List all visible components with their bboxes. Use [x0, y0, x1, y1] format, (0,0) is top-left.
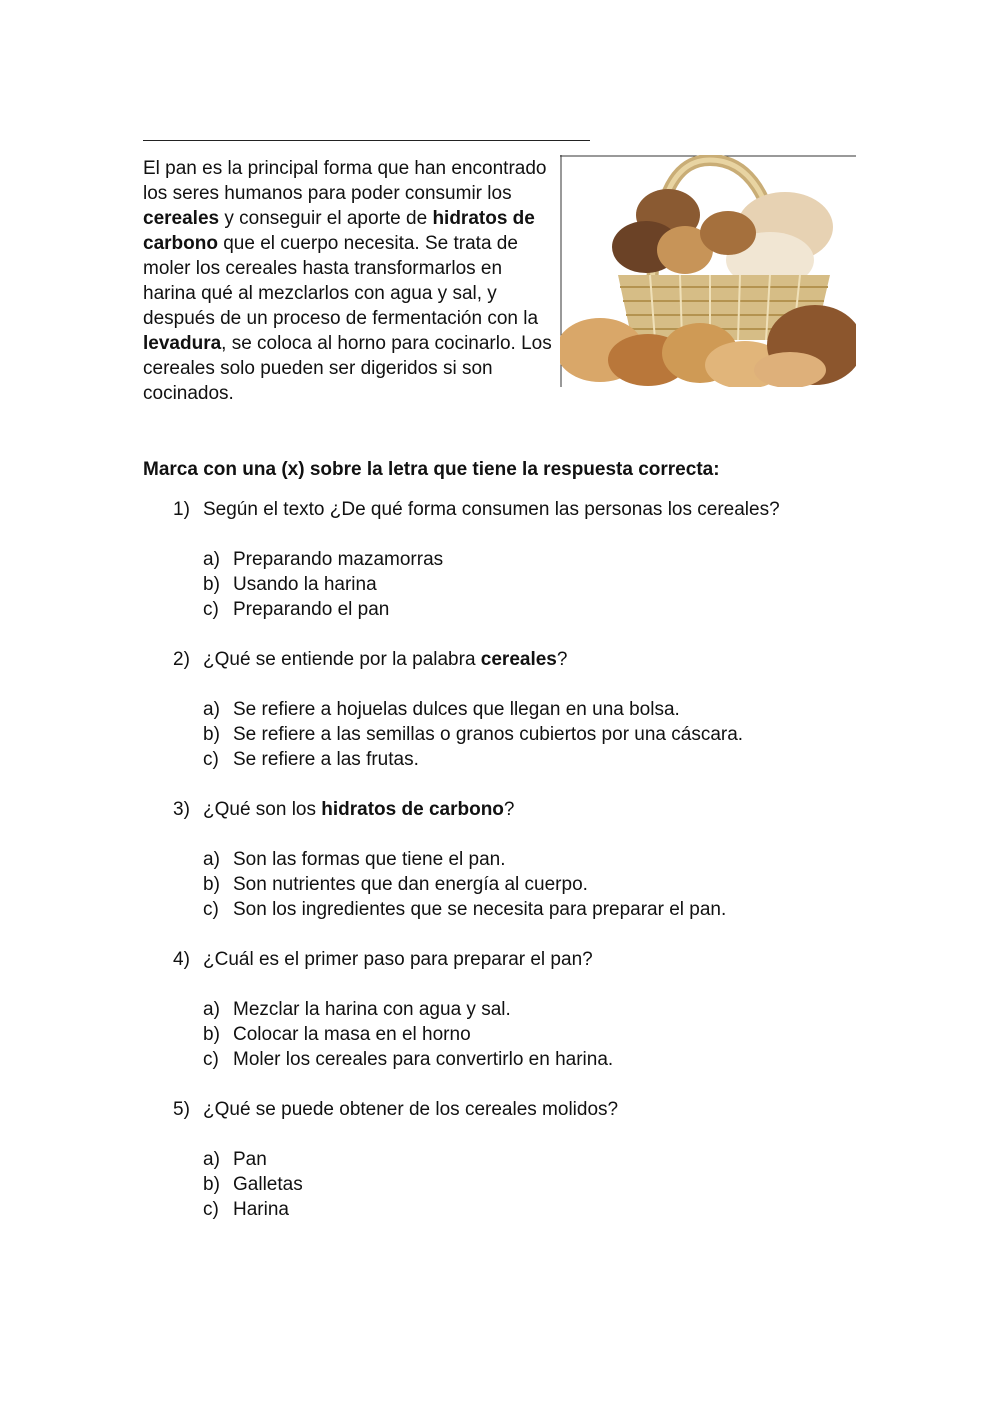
question-3: 3) ¿Qué son los hidratos de carbono? [173, 799, 515, 820]
question-2-option-a[interactable]: a) Se refiere a hojuelas dulces que llegan en una bolsa. [203, 699, 680, 720]
question-2-option-c[interactable]: c) Se refiere a las frutas. [203, 749, 419, 770]
question-5-option-b[interactable]: b) Galletas [203, 1174, 303, 1195]
question-3-option-b[interactable]: b) Son nutrientes que dan energía al cuerpo. [203, 874, 588, 895]
question-2: 2) ¿Qué se entiende por la palabra cereales? [173, 649, 568, 670]
question-5-option-c[interactable]: c) Harina [203, 1199, 289, 1220]
question-3-option-c[interactable]: c) Son los ingredientes que se necesita para preparar el pan. [203, 899, 727, 920]
question-1-option-a[interactable]: a) Preparando mazamorras [203, 549, 444, 570]
question-4: 4) ¿Cuál es el primer paso para preparar el pan? [173, 949, 593, 970]
question-1: 1) Según el texto ¿De qué forma consumen las personas los cereales? [173, 499, 780, 520]
question-3-option-a[interactable]: a) Son las formas que tiene el pan. [203, 849, 506, 870]
bread-basket-image [560, 155, 856, 387]
question-1-option-c[interactable]: c) Preparando el pan [203, 599, 390, 620]
question-2-option-b[interactable]: b) Se refiere a las semillas o granos cubiertos por una cáscara. [203, 724, 744, 745]
question-5: 5) ¿Qué se puede obtener de los cereales molidos? [173, 1099, 619, 1120]
question-4-option-c[interactable]: c) Moler los cereales para convertirlo en harina. [203, 1049, 614, 1070]
instructions-heading: Marca con una (x) sobre la letra que tiene la respuesta correcta: [143, 459, 720, 480]
question-4-option-b[interactable]: b) Colocar la masa en el horno [203, 1024, 471, 1045]
question-5-option-a[interactable]: a) Pan [203, 1149, 267, 1170]
question-4-option-a[interactable]: a) Mezclar la harina con agua y sal. [203, 999, 511, 1020]
intro-paragraph: El pan es la principal forma que han encontrado los seres humanos para poder consumir los cereales y conseguir el aporte de hidratos de carbono que el cuerpo necesita. Se trata de moler los cereales hasta transformarlos en harina qué al mezclarlos con agua y sal, y después de un proceso de fermentación con la levadura, se coloca al horno para cocinarlo. Los cereales solo pueden ser digeridos si son cocinados. [143, 158, 552, 404]
question-1-option-b[interactable]: b) Usando la harina [203, 574, 377, 595]
title-blank-line [143, 140, 590, 141]
